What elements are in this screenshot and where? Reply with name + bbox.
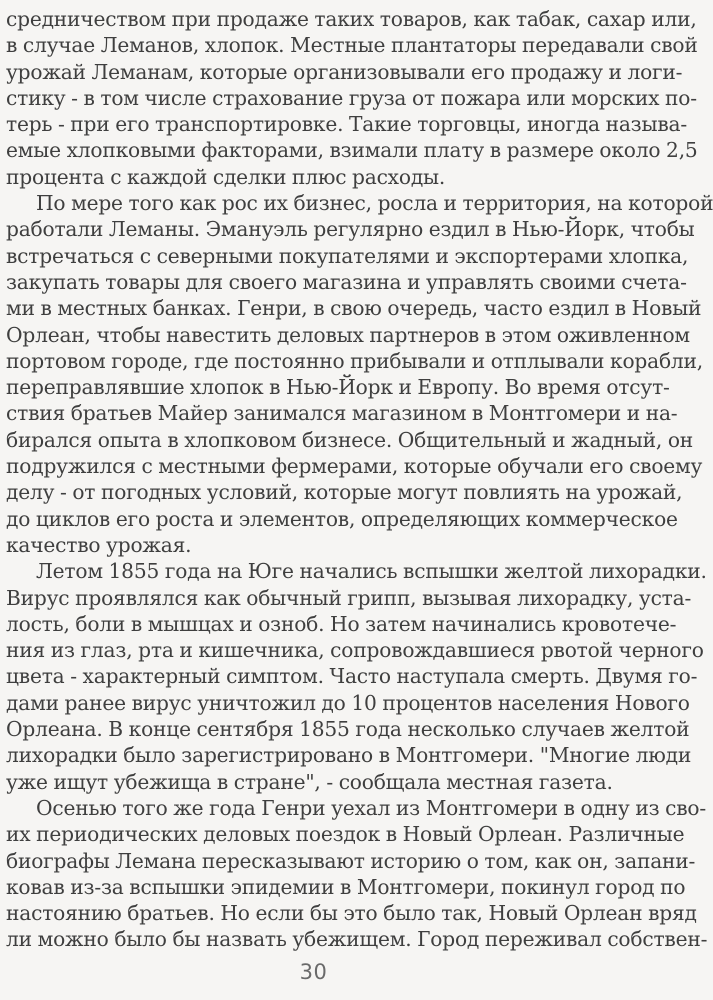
text-line: подружился с местными фермерами, которые обучали его своему [6,454,703,479]
text-line: настоянию братьев. Но если бы это было так, Новый Орлеан вряд [6,901,697,926]
text-line: средничеством при продаже таких товаров, как табак, сахар или, [6,7,697,31]
text-line: ми в местных банках. Генри, в свою очередь, часто ездил в Новый [6,296,702,321]
text-line: переправлявшие хлопок в Нью-Йорк и Европу. Во время отсут- [6,375,670,400]
text-line: закупать товары для своего магазина и управлять своими счета- [6,269,687,294]
text-line: цвета - характерный симптом. Часто наступала смерть. Двумя го- [6,664,698,689]
text-line: процента с каждой сделки плюс расходы. [6,164,446,189]
text-line: ковав из-за вспышки эпидемии в Монтгомери, покинул город по [6,874,686,899]
paragraph [6,558,707,795]
text-line: уже ищут убежища в стране", - сообщала местная газета. [6,769,613,794]
text-line: По мере того как рос их бизнес, росла и территория, на которой [36,191,713,216]
text-line: биографы Лемана пересказывают историю о том, как он, запани- [6,848,696,873]
text-line: ствия братьев Майер занимался магазином в Монтгомери и на- [6,401,678,426]
text-line: Вирус проявлялся как обычный грипп, вызывая лихорадку, уста- [6,585,692,610]
text-line: Осенью того же года Генри уехал из Монтгомери в одну из сво- [36,795,706,820]
text-line: стику - в том числе страхование груза от пожара или морских по- [6,85,697,110]
paragraph [6,6,698,190]
text-line: дами ранее вирус уничтожил до 10 процентов населения Нового [6,690,690,715]
text-line: емые хлопковыми факторами, взимали плату в размере около 2,5 [6,138,698,163]
page-number: 30 [299,960,328,984]
text-line: терь - при его транспортировке. Такие торговцы, иногда называ- [6,112,687,137]
text-line: встречаться с северными покупателями и экспортерами хлопка, [6,243,689,268]
text-line: лость, боли в мышцах и озноб. Но затем начинались кровотече- [6,611,677,636]
text-line: в случае Леманов, хлопок. Местные плантаторы передавали свой [6,33,698,58]
body-text [6,6,713,953]
text-line: качество урожая. [6,532,192,557]
text-line: урожай Леманам, которые организовывали его продажу и логи- [6,59,683,84]
text-line: Орлеана. В конце сентября 1855 года несколько случаев желтой [6,717,690,742]
paragraph [6,190,713,558]
text-line: до циклов его роста и элементов, определяющих коммерческое [6,506,678,531]
paragraph [6,795,708,953]
text-line: бирался опыта в хлопковом бизнесе. Общительный и жадный, он [6,427,694,452]
text-line: работали Леманы. Эмануэль регулярно ездил в Нью-Йорк, чтобы [6,217,695,242]
text-line: Летом 1855 года на Юге начались вспышки желтой лихорадки. [36,559,707,584]
text-line: ли можно было бы назвать убежищем. Город переживал собствен- [6,927,708,952]
text-line: лихорадки было зарегистрировано в Монтгомери. "Многие люди [6,743,692,768]
text-line: Орлеан, чтобы навестить деловых партнеров в этом оживленном [6,322,690,347]
text-line: их периодических деловых поездок в Новый Орлеан. Различные [6,822,685,847]
text-line: делу - от погодных условий, которые могут повлиять на урожай, [6,480,683,505]
text-line: портовом городе, где постоянно прибывали и отплывали корабли, [6,348,704,373]
text-line: ния из глаз, рта и кишечника, сопровождавшиеся рвотой черного [6,638,704,663]
